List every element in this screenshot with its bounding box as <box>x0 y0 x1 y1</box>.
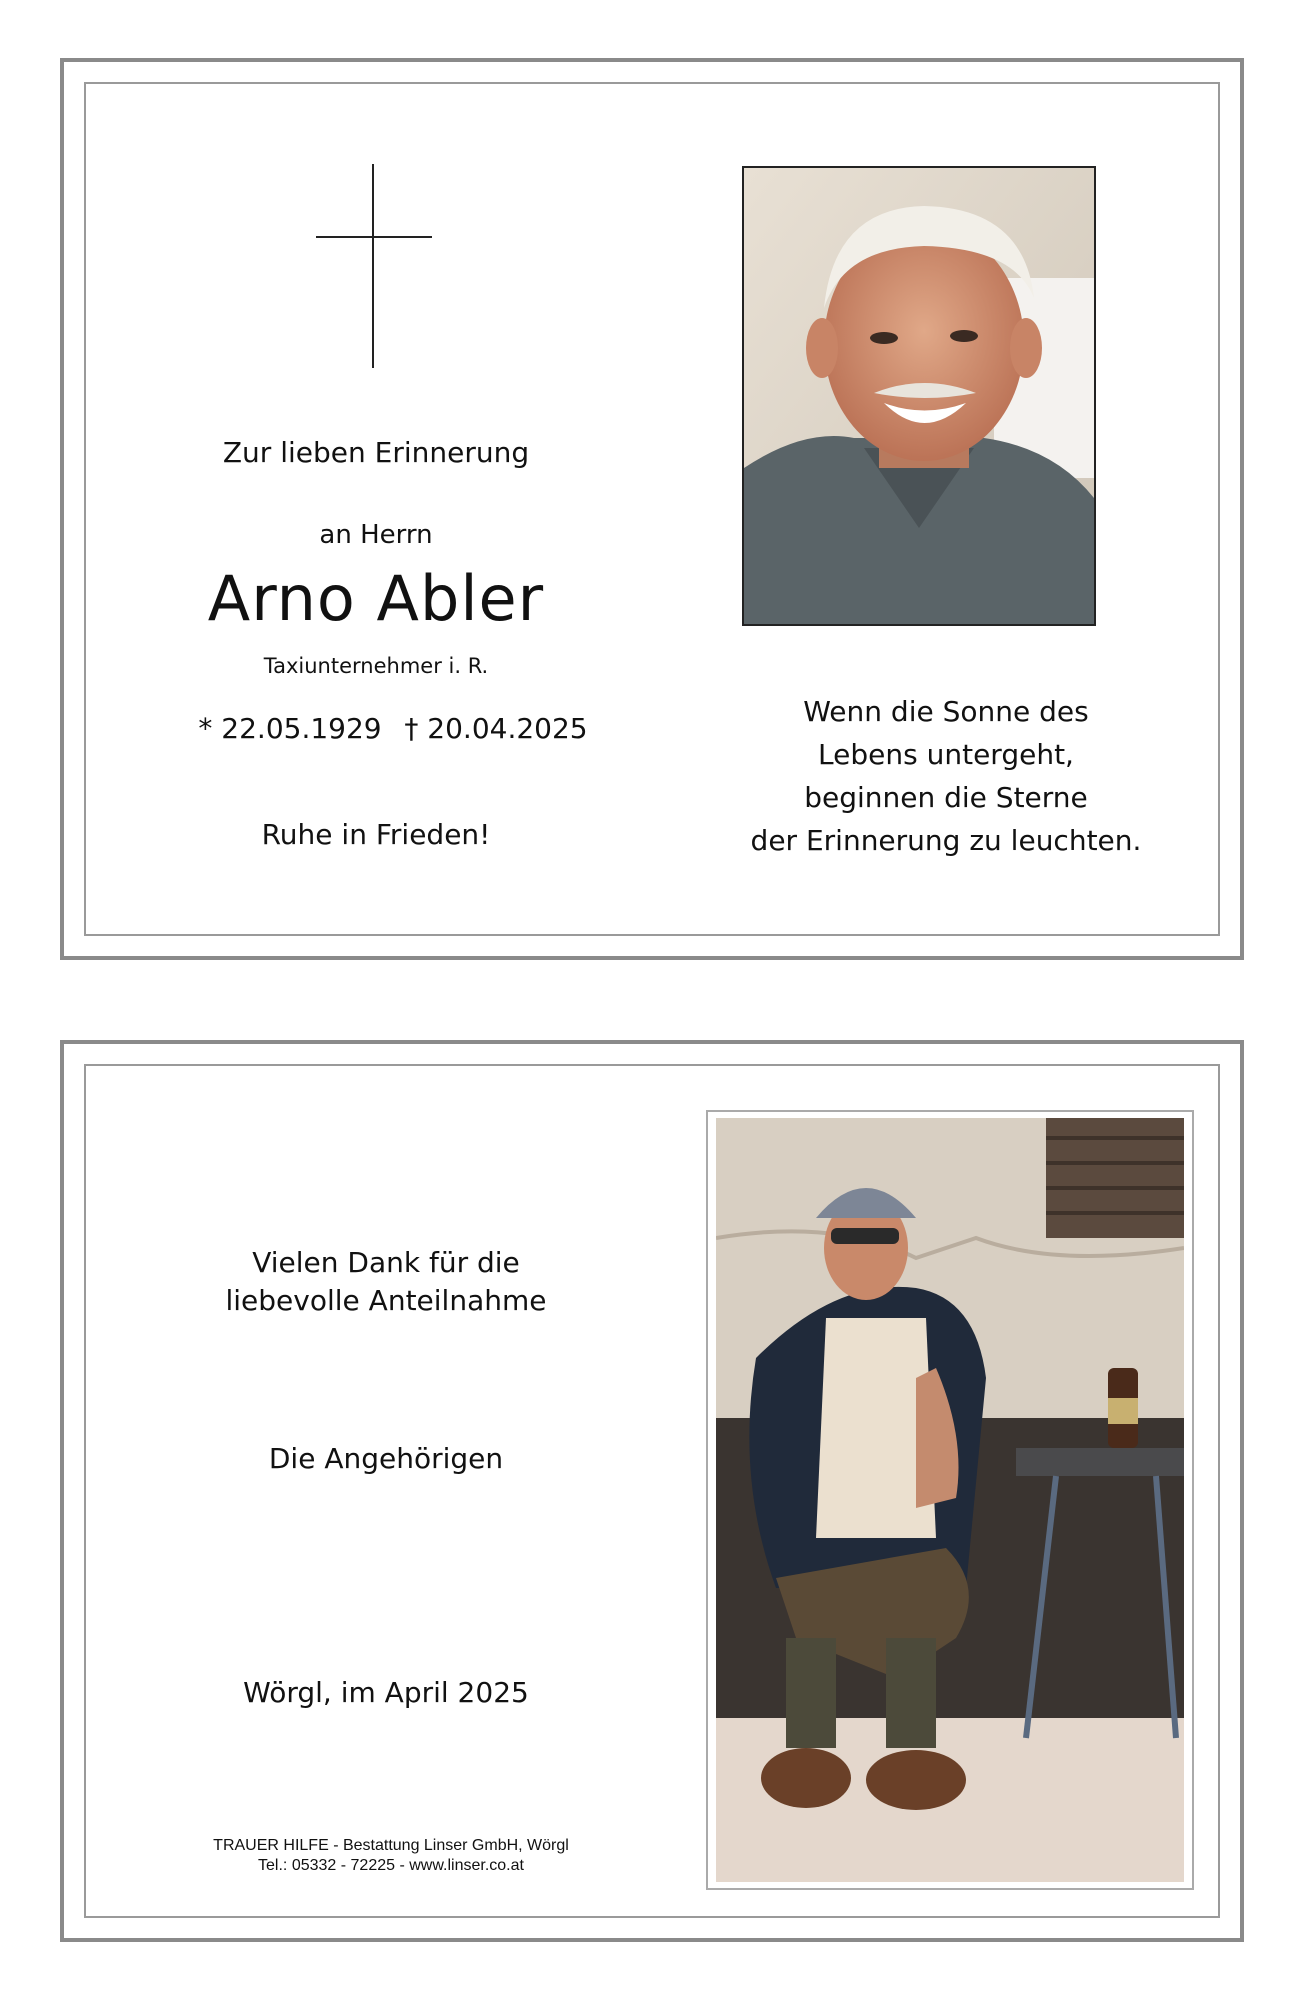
deceased-name: Arno Abler <box>207 562 545 635</box>
quote-line-3: beginnen die Sterne <box>804 781 1088 814</box>
memorial-card-back <box>60 1040 1244 1942</box>
photo-frame <box>706 1110 1194 1890</box>
funeral-home-contact: Tel.: 05332 - 72225 - www.linser.co.at <box>258 1857 524 1874</box>
cross-icon <box>316 164 432 368</box>
portrait-photo <box>742 166 1096 626</box>
birth-date: * 22.05.1929 <box>198 712 382 745</box>
memorial-card-front <box>60 58 1244 960</box>
place-date: Wörgl, im April 2025 <box>243 1676 529 1709</box>
death-date: † 20.04.2025 <box>404 712 588 745</box>
card-front-inner-border <box>84 82 1220 936</box>
occupation-text: Taxiunternehmer i. R. <box>263 654 489 678</box>
quote-line-2: Lebens untergeht, <box>818 738 1074 771</box>
intro-text: Zur lieben Erinnerung <box>222 436 530 469</box>
salutation-text: an Herrn <box>319 520 433 550</box>
quote-line-4: der Erinnerung zu leuchten. <box>750 824 1142 857</box>
thanks-line-1: Vielen Dank für die <box>252 1246 520 1279</box>
seated-man-photo <box>716 1118 1184 1882</box>
funeral-home-line: TRAUER HILFE - Bestattung Linser GmbH, Wörgl <box>213 1837 569 1854</box>
farewell-text: Ruhe in Frieden! <box>261 818 491 851</box>
card-back-inner-border <box>84 1064 1220 1918</box>
quote-line-1: Wenn die Sonne des <box>803 695 1089 728</box>
family-signature: Die Angehörigen <box>268 1442 504 1475</box>
thanks-line-2: liebevolle Anteilnahme <box>225 1284 547 1317</box>
